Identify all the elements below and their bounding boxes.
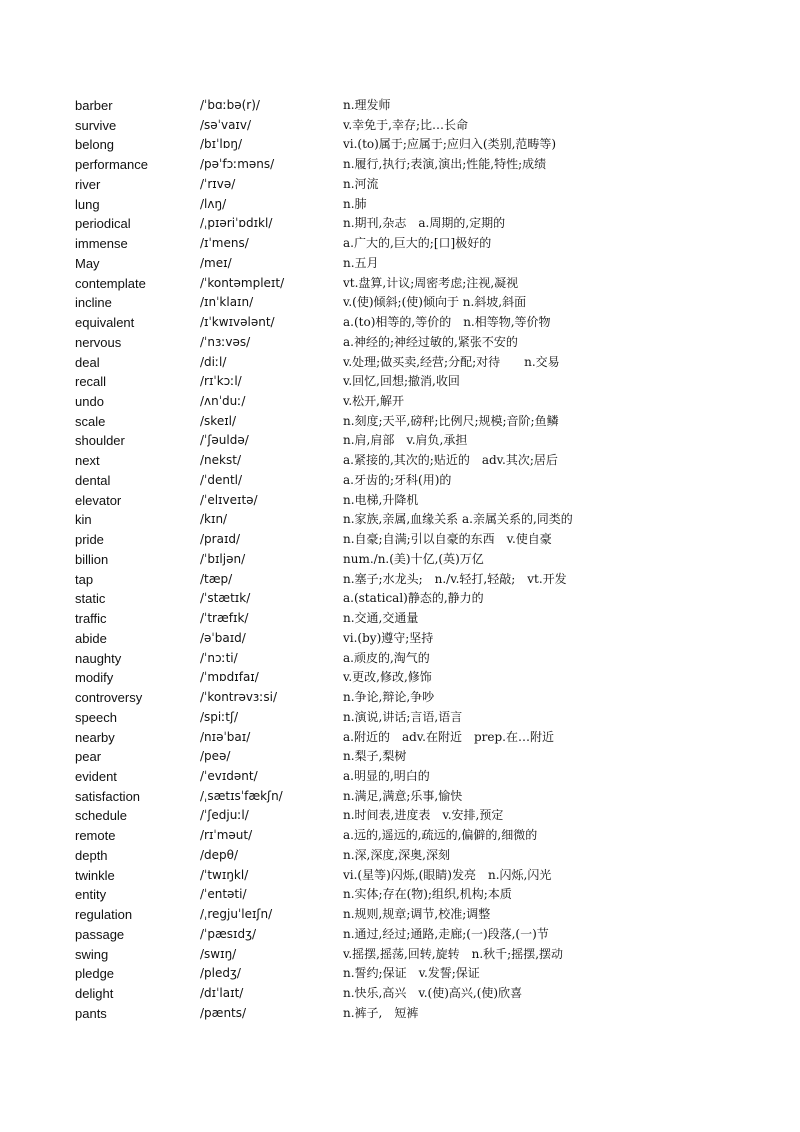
- vocab-phonetic: /pænts/: [200, 1005, 247, 1020]
- vocab-row: [0, 431, 800, 451]
- vocab-word: twinkle: [75, 867, 115, 883]
- vocab-row: [0, 866, 800, 886]
- vocab-word: river: [75, 176, 101, 192]
- vocab-row: [0, 116, 800, 136]
- vocab-word: survive: [75, 117, 117, 133]
- vocab-phonetic: /tæp/: [200, 571, 233, 586]
- vocab-phonetic: /skeɪl/: [200, 413, 237, 428]
- vocab-row: [0, 806, 800, 826]
- vocab-word: pants: [75, 1005, 107, 1021]
- vocab-row: [0, 905, 800, 925]
- vocab-word: shoulder: [75, 433, 125, 449]
- vocab-phonetic: /əˈbaɪd/: [200, 630, 246, 645]
- vocab-word: tap: [75, 571, 94, 587]
- vocab-definition: n.裤子, 短裤: [343, 1005, 419, 1020]
- vocab-word: swing: [75, 946, 109, 962]
- vocab-row: [0, 668, 800, 688]
- vocab-phonetic: /ˌpɪəriˈɒdɪkl/: [200, 216, 273, 231]
- vocab-word: immense: [75, 236, 128, 252]
- vocab-definition: n.塞子;水龙头; n./v.轻打,轻敲; vt.开发: [343, 571, 567, 586]
- vocab-definition: n.肺: [343, 196, 367, 211]
- vocab-definition: n.自豪;自满;引以自豪的东西 v.使自豪: [343, 532, 552, 547]
- vocab-row: [0, 353, 800, 373]
- vocab-row: [0, 392, 800, 412]
- vocab-word: abide: [75, 630, 107, 646]
- vocab-phonetic: /ˈbɑːbə(r)/: [200, 98, 260, 112]
- vocab-row: [0, 589, 800, 609]
- vocab-phonetic: /ɪˈmens/: [200, 236, 249, 251]
- vocab-definition: vi.(to)属于;应属于;应归入(类别,范畴等): [343, 137, 557, 152]
- vocab-definition: n.深,深度,深奥,深刻: [343, 847, 450, 862]
- vocab-row: [0, 964, 800, 984]
- vocab-phonetic: /peə/: [200, 749, 231, 764]
- vocab-definition: n.家族,亲属,血缘关系 a.亲属关系的,同类的: [343, 512, 573, 527]
- vocab-row: [0, 885, 800, 905]
- vocab-phonetic: /nekst/: [200, 453, 241, 468]
- vocab-definition: v.更改,修改,修饰: [343, 670, 432, 685]
- vocab-row: [0, 846, 800, 866]
- vocab-row: [0, 214, 800, 234]
- vocab-phonetic: /meɪ/: [200, 255, 232, 270]
- vocab-row: [0, 728, 800, 748]
- vocab-definition: n.时间表,进度表 v.安排,预定: [343, 808, 504, 823]
- vocab-definition: n.电梯,升降机: [343, 492, 419, 507]
- vocab-phonetic: /ʌnˈduː/: [200, 394, 246, 409]
- vocab-word: kin: [75, 512, 92, 528]
- vocab-word: elevator: [75, 492, 122, 508]
- vocab-row: [0, 629, 800, 649]
- vocab-row: [0, 787, 800, 807]
- vocab-row: [0, 491, 800, 511]
- vocab-word: undo: [75, 394, 104, 410]
- vocab-phonetic: /ˈbɪljən/: [200, 551, 246, 566]
- vocab-row: [0, 96, 800, 116]
- vocab-word: equivalent: [75, 315, 135, 331]
- vocab-phonetic: /ˈʃəuldə/: [200, 433, 249, 448]
- vocab-word: May: [75, 255, 100, 271]
- vocab-word: performance: [75, 157, 148, 173]
- vocab-definition: n.誓约;保证 v.发誓;保证: [343, 966, 480, 981]
- vocab-definition: n.交通,交通量: [343, 611, 419, 626]
- vocab-phonetic: /ˈkontəmpleɪt/: [200, 275, 285, 290]
- vocab-phonetic: /ˈpæsɪdʒ/: [200, 926, 257, 941]
- vocab-definition: num./n.(美)十亿,(英)万亿: [343, 551, 484, 566]
- vocab-word: remote: [75, 828, 116, 844]
- vocab-phonetic: /ˌsætɪsˈfækʃn/: [200, 788, 283, 803]
- vocab-word: traffic: [75, 611, 107, 627]
- vocab-definition: a.神经的;神经过敏的,紧张不安的: [343, 334, 518, 349]
- vocab-word: nearby: [75, 729, 115, 745]
- vocab-definition: vi.(星等)闪烁,(眼睛)发亮 n.闪烁,闪光: [343, 867, 552, 882]
- vocab-word: naughty: [75, 650, 122, 666]
- vocab-definition: a.明显的,明白的: [343, 768, 430, 783]
- vocab-phonetic: /ˈevɪdənt/: [200, 768, 258, 783]
- vocab-definition: n.理发师: [343, 98, 391, 112]
- vocab-word: recall: [75, 374, 107, 390]
- vocab-word: pledge: [75, 966, 115, 982]
- vocab-word: delight: [75, 986, 114, 1002]
- vocab-row: [0, 609, 800, 629]
- vocab-phonetic: /ˈkontrəvɜːsi/: [200, 690, 277, 705]
- vocab-phonetic: /lʌŋ/: [200, 196, 227, 211]
- vocab-row: [0, 254, 800, 274]
- vocab-phonetic: /ɪnˈklaɪn/: [200, 295, 254, 310]
- vocab-word: dental: [75, 472, 111, 488]
- vocab-row: [0, 688, 800, 708]
- vocab-definition: v.摇摆,摇荡,回转,旋转 n.秋千;摇摆,摆动: [343, 946, 564, 961]
- vocab-word: lung: [75, 196, 100, 212]
- vocab-row: [0, 649, 800, 669]
- vocab-phonetic: /ˈrɪvə/: [200, 176, 236, 191]
- vocab-phonetic: /swɪŋ/: [200, 946, 237, 961]
- vocab-row: [0, 234, 800, 254]
- vocab-phonetic: /diːl/: [200, 354, 227, 369]
- vocab-definition: n.争论,辩论,争吵: [343, 690, 435, 705]
- vocab-word: contemplate: [75, 275, 146, 291]
- vocab-phonetic: /ˈnɔːti/: [200, 650, 238, 665]
- vocab-phonetic: /ˈʃedjuːl/: [200, 808, 249, 823]
- vocab-definition: a.紧接的,其次的;贴近的 adv.其次;居后: [343, 453, 558, 468]
- vocab-word: scale: [75, 413, 106, 429]
- vocab-row: [0, 333, 800, 353]
- vocab-row: [0, 175, 800, 195]
- vocab-definition: v.幸免于,幸存;比…长命: [343, 117, 469, 132]
- vocab-word: deal: [75, 354, 100, 370]
- vocab-phonetic: /ˌregjuˈleɪʃn/: [200, 907, 273, 922]
- vocab-phonetic: /ˈmɒdɪfaɪ/: [200, 670, 259, 685]
- vocab-row: [0, 984, 800, 1004]
- vocab-phonetic: /kɪn/: [200, 512, 228, 527]
- vocab-definition: n.梨子,梨树: [343, 749, 407, 764]
- vocab-row: [0, 708, 800, 728]
- vocab-row: [0, 1004, 800, 1024]
- vocab-phonetic: /ˈstætɪk/: [200, 591, 251, 606]
- vocab-definition: n.满足,满意;乐事,愉快: [343, 788, 463, 803]
- vocab-phonetic: /spiːtʃ/: [200, 709, 239, 724]
- vocab-phonetic: /praɪd/: [200, 532, 241, 547]
- vocab-definition: v.回忆,回想;撤消,收回: [343, 374, 460, 389]
- vocab-row: [0, 372, 800, 392]
- vocab-row: [0, 155, 800, 175]
- vocab-word: entity: [75, 887, 107, 903]
- vocab-word: depth: [75, 847, 108, 863]
- vocab-definition: n.肩,肩部 v.肩负,承担: [343, 433, 468, 448]
- vocab-phonetic: /rɪˈkɔːl/: [200, 374, 242, 389]
- vocab-word: speech: [75, 709, 117, 725]
- vocab-word: static: [75, 591, 106, 607]
- vocab-row: [0, 925, 800, 945]
- vocab-row: [0, 530, 800, 550]
- vocab-row: [0, 510, 800, 530]
- vocab-row: [0, 451, 800, 471]
- vocab-phonetic: /ˈdentl/: [200, 472, 243, 487]
- vocab-word: next: [75, 453, 100, 469]
- vocab-row: [0, 471, 800, 491]
- vocab-definition: n.规则,规章;调节,校准;调整: [343, 907, 491, 922]
- vocab-phonetic: /depθ/: [200, 847, 239, 862]
- vocab-definition: a.(statical)静态的,静力的: [343, 591, 484, 606]
- vocab-definition: n.实体;存在(物);组织,机构;本质: [343, 887, 512, 902]
- vocab-word: regulation: [75, 907, 133, 923]
- vocab-row: [0, 195, 800, 215]
- vocab-row: [0, 313, 800, 333]
- vocab-phonetic: /dɪˈlaɪt/: [200, 986, 244, 1001]
- vocab-word: satisfaction: [75, 788, 141, 804]
- vocab-definition: a.附近的 adv.在附近 prep.在…附近: [343, 729, 554, 744]
- vocab-definition: vi.(by)遵守;坚持: [343, 630, 434, 645]
- vocab-phonetic: /səˈvaɪv/: [200, 117, 252, 132]
- vocab-definition: n.五月: [343, 255, 379, 270]
- vocab-word: barber: [75, 98, 113, 113]
- vocab-definition: n.河流: [343, 176, 379, 191]
- vocab-word: pear: [75, 749, 102, 765]
- vocab-phonetic: /ˈelɪveɪtə/: [200, 492, 258, 507]
- vocab-phonetic: /ˈnɜːvəs/: [200, 334, 251, 349]
- vocab-row: [0, 826, 800, 846]
- vocab-row: [0, 747, 800, 767]
- vocab-word: schedule: [75, 808, 128, 824]
- vocab-definition: n.刻度;天平,磅秤;比例尺;规模;音阶;鱼鳞: [343, 413, 559, 428]
- vocab-phonetic: /ˈtræfɪk/: [200, 611, 249, 626]
- vocab-word: modify: [75, 670, 114, 686]
- vocab-phonetic: /rɪˈməut/: [200, 828, 253, 843]
- vocab-row: [0, 412, 800, 432]
- vocab-row: [0, 767, 800, 787]
- vocab-word: billion: [75, 551, 109, 567]
- vocab-definition: v.(使)倾斜;(使)倾向于 n.斜坡,斜面: [343, 295, 527, 310]
- vocab-definition: a.顽皮的,淘气的: [343, 650, 430, 665]
- vocab-phonetic: /nɪəˈbaɪ/: [200, 729, 251, 744]
- vocab-phonetic: /ˈentəti/: [200, 887, 247, 902]
- vocab-phonetic: /ɪˈkwɪvələnt/: [200, 315, 275, 330]
- vocab-row: [0, 945, 800, 965]
- vocab-word: evident: [75, 768, 117, 784]
- vocab-word: passage: [75, 926, 125, 942]
- vocab-definition: a.广大的,巨大的;[口]极好的: [343, 236, 492, 251]
- vocab-phonetic: /pledʒ/: [200, 966, 241, 981]
- vocab-definition: v.处理;做买卖,经营;分配;对待 n.交易: [343, 354, 560, 369]
- vocab-word: pride: [75, 532, 104, 548]
- vocab-phonetic: /bɪˈlɒŋ/: [200, 137, 243, 152]
- vocab-row: [0, 550, 800, 570]
- vocab-definition: n.履行,执行;表演,演出;性能,特性;成绩: [343, 157, 547, 172]
- vocab-word: nervous: [75, 334, 122, 350]
- vocab-row: [0, 274, 800, 294]
- vocab-phonetic: /pəˈfɔːməns/: [200, 157, 275, 172]
- vocab-definition: a.远的,遥远的,疏远的,偏僻的,细微的: [343, 828, 538, 843]
- vocab-word: controversy: [75, 690, 143, 706]
- vocab-definition: n.快乐,高兴 v.(使)高兴,(使)欣喜: [343, 986, 523, 1001]
- vocab-definition: n.演说,讲话;言语,语言: [343, 709, 463, 724]
- vocab-word: periodical: [75, 216, 131, 232]
- vocab-definition: vt.盘算,计议;周密考虑;注视,凝视: [343, 275, 519, 290]
- vocab-definition: a.(to)相等的,等价的 n.相等物,等价物: [343, 315, 551, 330]
- vocab-definition: n.通过,经过;通路,走廊;(一)段落,(一)节: [343, 926, 549, 941]
- vocab-definition: n.期刊,杂志 a.周期的,定期的: [343, 216, 506, 231]
- vocab-row: [0, 570, 800, 590]
- vocab-word: belong: [75, 137, 115, 153]
- vocabulary-list: [0, 96, 800, 1024]
- vocab-definition: v.松开,解开: [343, 394, 404, 409]
- vocab-word: incline: [75, 295, 112, 311]
- vocab-definition: a.牙齿的;牙科(用)的: [343, 472, 452, 487]
- vocab-row: [0, 293, 800, 313]
- vocab-row: [0, 135, 800, 155]
- vocab-phonetic: /ˈtwɪŋkl/: [200, 867, 249, 882]
